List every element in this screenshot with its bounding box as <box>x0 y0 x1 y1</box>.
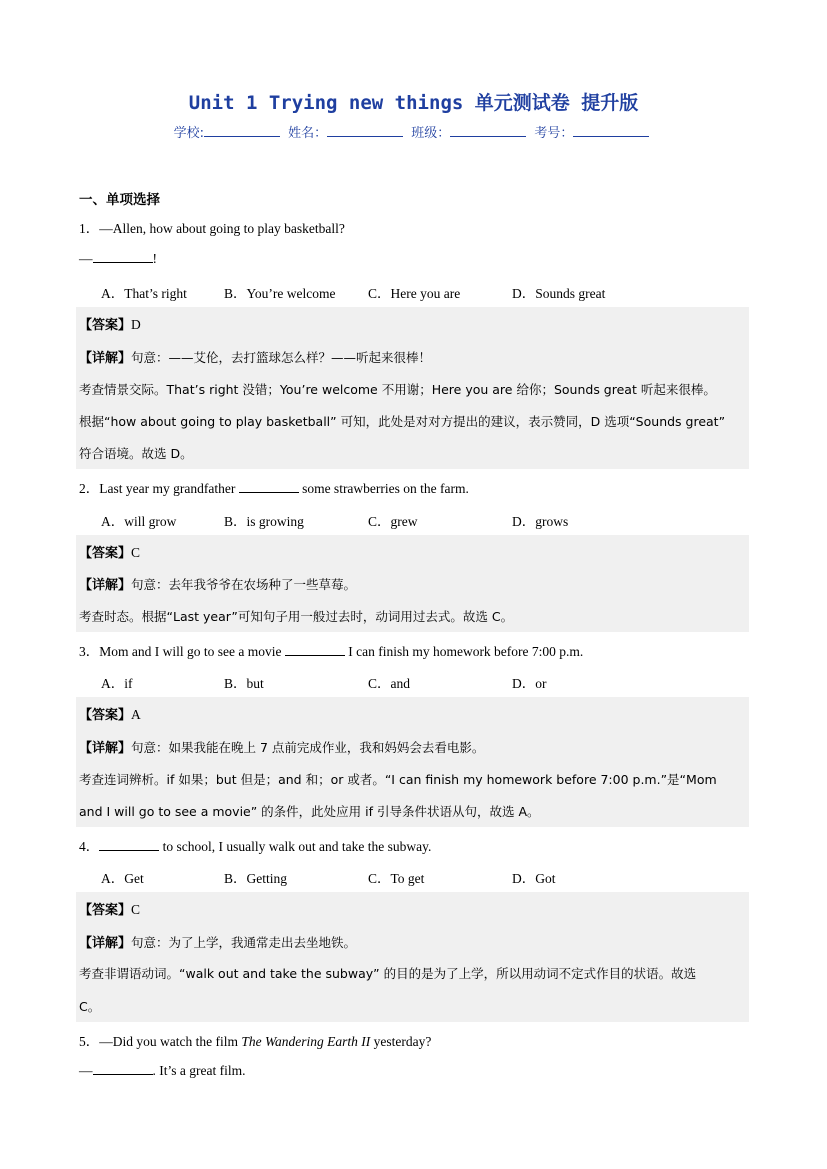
question-1-detail-4: 符合语境。故选 D。 <box>79 446 193 461</box>
question-1-option-a: A．That’s right <box>101 286 187 301</box>
question-3-detail-1: 【详解】句意：如果我能在晚上 7 点前完成作业，我和妈妈会去看电影。 <box>79 740 485 756</box>
question-1-detail-1: 【详解】句意：——艾伦，去打篮球怎么样？——听起来很棒！ <box>79 350 432 366</box>
answer-blank <box>239 480 299 493</box>
question-2-answer: 【答案】C <box>79 545 141 561</box>
question-4-detail-2: 考查非谓语动词。“walk out and take the subway” 的目的是为了上学，所以用动词不定式作目的状语。故选 <box>79 966 697 981</box>
question-2-option-a: A．will grow <box>101 514 177 529</box>
question-1-option-d: D．Sounds great <box>512 286 606 301</box>
answer-blank <box>93 1062 153 1075</box>
question-1-detail-3: 根据“how about going to play basketball” 可知，此处是对对方提出的建议，表示赞同，D 选项“Sounds great” <box>79 414 726 429</box>
number-label: 考号： <box>534 126 574 141</box>
answer-blank <box>285 643 345 656</box>
question-4-option-b: B．Getting <box>224 871 287 886</box>
question-5-reply: — . It’s a great film. <box>79 1063 246 1078</box>
question-2-option-c: C．grew <box>368 514 418 529</box>
question-5-stem: 5．—Did you watch the film The Wandering Earth II yesterday? <box>79 1034 432 1049</box>
question-3-detail-2: 考查连词辨析。if 如果；but 但是；and 和；or 或者。“I can finish my homework before 7:00 p.m.”是“Mom <box>79 772 717 787</box>
question-3-option-d: D．or <box>512 676 547 691</box>
question-3-stem: 3．Mom and I will go to see a movie I can finish my homework before 7:00 p.m. <box>79 644 584 659</box>
question-1-option-b: B．You’re welcome <box>224 286 336 301</box>
question-4-stem: 4． to school, I usually walk out and take the subway. <box>79 839 432 854</box>
school-label: 学校: <box>173 126 204 141</box>
question-2-option-b: B．is growing <box>224 514 304 529</box>
question-3-option-c: C．and <box>368 676 410 691</box>
question-2-option-d: D．grows <box>512 514 569 529</box>
question-3-answer: 【答案】A <box>79 707 141 723</box>
question-4-option-a: A．Get <box>101 871 144 886</box>
question-1-reply: — ! <box>79 251 157 266</box>
question-1-detail-2: 考查情景交际。That’s right 没错；You’re welcome 不用谢；Here you are 给你；Sounds great 听起来很棒。 <box>79 382 716 397</box>
school-field[interactable] <box>204 122 280 137</box>
answer-blank <box>99 838 159 851</box>
class-field[interactable] <box>450 122 526 137</box>
question-4-option-c: C．To get <box>368 871 425 886</box>
class-label: 班级： <box>411 126 451 141</box>
question-4-detail-1: 【详解】句意：为了上学，我通常走出去坐地铁。 <box>79 935 357 951</box>
question-1-stem: 1．—Allen, how about going to play basketball? <box>79 221 345 236</box>
section-title: 一、单项选择 <box>79 192 160 208</box>
answer-blank <box>93 250 153 263</box>
question-2-detail-1: 【详解】句意：去年我爷爷在农场种了一些草莓。 <box>79 577 357 593</box>
question-3-detail-3: and I will go to see a movie” 的条件，此处应用 if 引导条件状语从句，故选 A。 <box>79 804 540 819</box>
document-title: Unit 1 Trying new things 单元测试卷 提升版 <box>188 92 639 114</box>
question-3-option-b: B．but <box>224 676 264 691</box>
film-title: The Wandering Earth II <box>241 1034 371 1049</box>
student-info-line <box>0 122 827 141</box>
number-field[interactable] <box>573 122 649 137</box>
question-2-detail-2: 考查时态。根据“Last year”可知句子用一般过去时，动词用过去式。故选 C。 <box>79 609 514 624</box>
question-4-detail-3: C。 <box>79 999 101 1014</box>
question-2-stem: 2．Last year my grandfather some strawberries on the farm. <box>79 481 469 496</box>
question-1-option-c: C．Here you are <box>368 286 461 301</box>
question-4-option-d: D．Got <box>512 871 556 886</box>
question-1-answer: 【答案】D <box>79 317 141 333</box>
name-field[interactable] <box>327 122 403 137</box>
question-4-answer: 【答案】C <box>79 902 141 918</box>
name-label: 姓名： <box>288 126 328 141</box>
question-3-option-a: A．if <box>101 676 133 691</box>
